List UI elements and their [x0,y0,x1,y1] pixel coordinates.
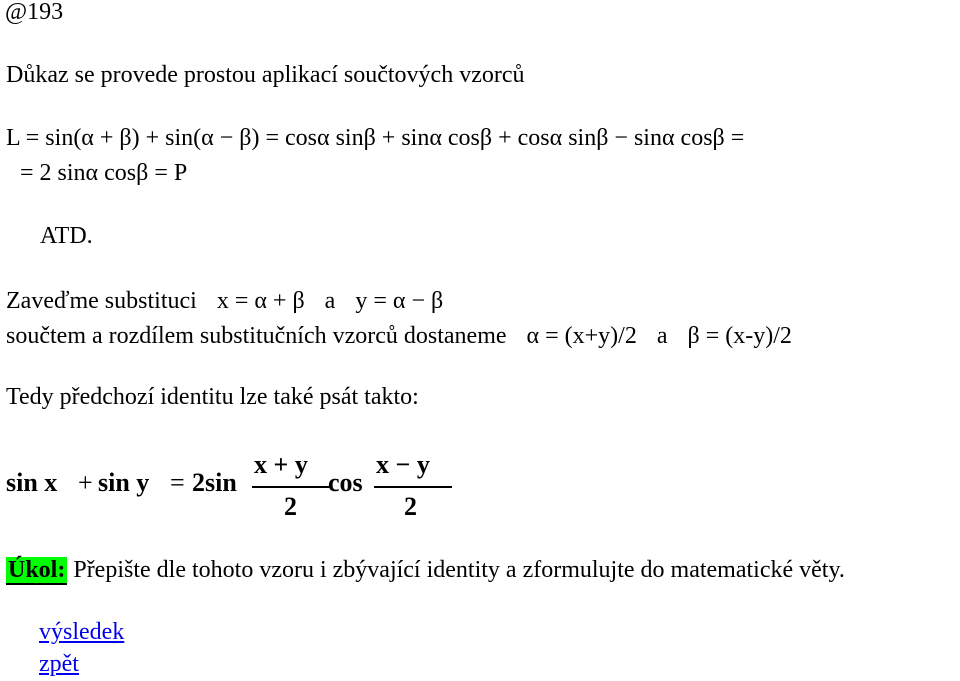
formula-plus: + [78,468,93,497]
proof-line-2: = 2 sinα cosβ = P [20,160,188,186]
derive-and: a [656,323,668,349]
formula-eq: = [170,468,185,497]
task-line [6,556,845,584]
fraction-bar-1 [252,486,330,488]
substitution-x: x = α + β [216,288,305,314]
atd-text: ATD. [40,223,93,249]
substitution-line [6,287,443,315]
formula-2sin: 2sin [192,468,237,497]
fraction-bar-2 [374,486,452,488]
task-text: Přepište dle tohoto vzoru i zbývající identity a zformulujte do matematické věty. [73,557,845,583]
page-id: @193 [5,0,64,25]
back-link[interactable]: zpět [39,651,79,677]
sum-to-product-formula [6,452,466,524]
restate-text: Tedy předchozí identitu lze také psát takto: [6,384,419,410]
derive-alpha: α = (x+y)/2 [526,323,637,349]
task-label: Úkol: [8,557,66,583]
substitution-intro: Zaveďme substituci [6,288,197,314]
formula-sinx: sin x [6,468,58,497]
formula-numerator-1: x + y [254,450,308,479]
formula-denominator-1: 2 [284,492,297,521]
derive-line [6,322,792,350]
intro-text: Důkaz se provede prostou aplikací součtových vzorců [6,62,525,88]
formula-denominator-2: 2 [404,492,417,521]
formula-numerator-2: x − y [376,450,430,479]
derive-beta: β = (x-y)/2 [687,323,792,349]
substitution-and: a [324,288,336,314]
result-link[interactable]: výsledek [39,619,125,645]
derive-text: součtem a rozdílem substitučních vzorců dostaneme [6,323,507,349]
formula-siny: sin y [98,468,150,497]
proof-line-1: L = sin(α + β) + sin(α − β) = cosα sinβ + sinα cosβ + cosα sinβ − sinα cosβ = [6,125,745,151]
formula-cos: cos [328,468,363,497]
substitution-y: y = α − β [355,288,444,314]
